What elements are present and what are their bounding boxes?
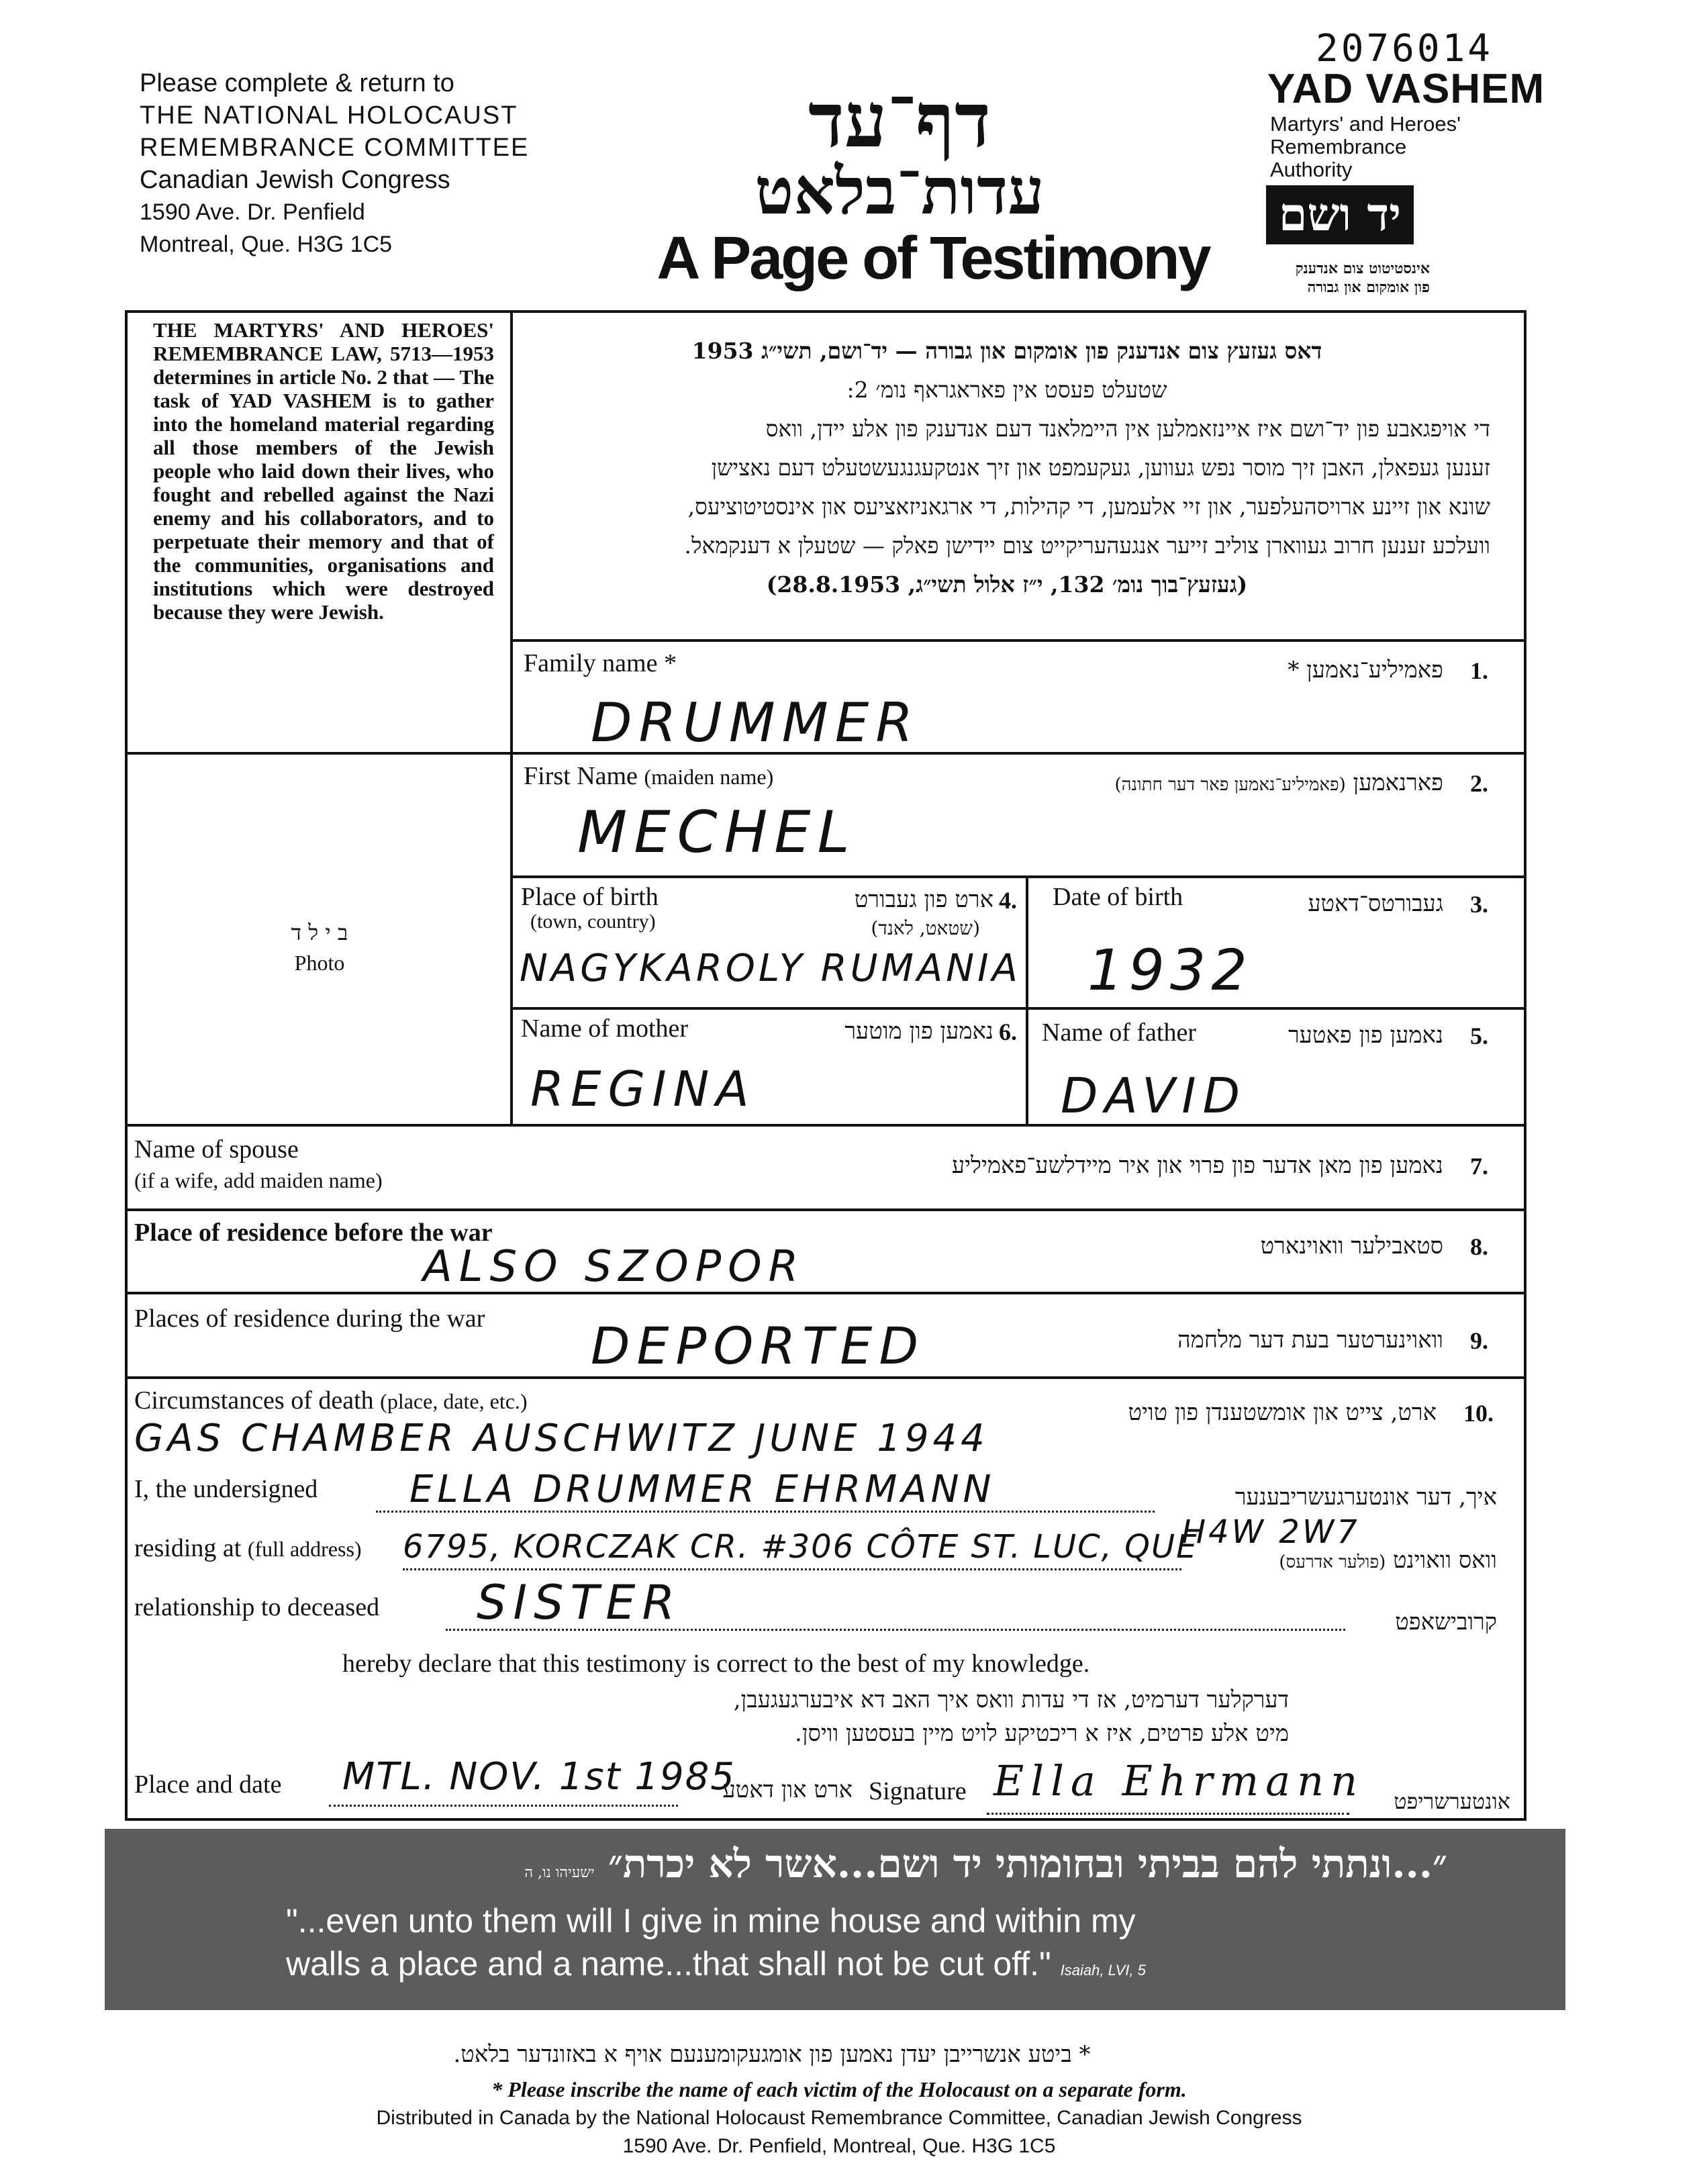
- row-7-bottom: [125, 1208, 1526, 1211]
- return-line-6: Montreal, Que. H3G 1C5: [140, 232, 393, 257]
- residing-label: [134, 1533, 362, 1563]
- residing-heb-note: (פולער אדרעס): [1279, 1552, 1386, 1572]
- date-of-birth-value[interactable]: 1932: [1087, 937, 1253, 1003]
- banner-hebrew-text: ״...ונתתי להם בביתי ובחומותי יד ושם...אשר לא יכרת״: [608, 1841, 1447, 1887]
- org-yiddish-2: פון אומקום און גבורה: [1307, 279, 1430, 296]
- signature-line: [987, 1813, 1349, 1815]
- org-subtitle: [1270, 113, 1461, 181]
- first-name-heb-note: (פאמיליע־נאמען פאר דער חתונה): [1114, 775, 1346, 795]
- org-yiddish: [1255, 259, 1430, 297]
- death-label: [134, 1386, 528, 1415]
- law-text-yiddish: [524, 332, 1490, 604]
- law-yiddish-5: שונא און זיינע ארויסהעלפער, און זיי אלעמען, די קהילות, די ארגאניזאציעס און אינסטיטוציעס,: [687, 493, 1490, 520]
- row-2-bottom: [510, 875, 1526, 878]
- death-number: 10.: [1463, 1400, 1494, 1427]
- death-label-hebrew: ארט, צייט און אומשטענדן פון טויט: [1128, 1399, 1437, 1426]
- father-name-label-hebrew: נאמען פון פאטער: [1288, 1022, 1443, 1049]
- org-sub-2: Remembrance: [1270, 135, 1407, 158]
- org-yiddish-1: אינסטיטוט צום אנדענק: [1295, 260, 1430, 277]
- law-yiddish-3: די אויפגאבע פון יד־ושם איז איינזאמלען אין היימלאנד דעם אנדענק פון אלע יידן, וואס: [765, 416, 1490, 442]
- death-label-note: (place, date, etc.): [380, 1389, 528, 1413]
- residence-before-label-hebrew: סטאבילער וואוינארט: [1260, 1233, 1443, 1260]
- return-line-3: REMEMBRANCE COMMITTEE: [140, 134, 530, 162]
- return-line-5: 1590 Ave. Dr. Penfield: [140, 199, 365, 225]
- title-hebrew-1: דף־עד: [808, 77, 991, 164]
- place-of-birth-label-hebrew: ארט פון געבורט: [854, 886, 993, 913]
- footer-english-note: * Please inscribe the name of each victim of the Holocaust on a separate form.: [491, 2077, 1187, 2101]
- residence-before-number: 8.: [1470, 1233, 1488, 1260]
- spouse-label-note: (if a wife, add maiden name): [134, 1168, 383, 1192]
- law-yiddish-6: וועלכע זענען חרוב געווארן צוליב זייער אנגעהעריקייט צום יידישן פאלק — שטעלן א דענקמאל.: [684, 532, 1490, 559]
- relationship-label-hebrew: קרובישאפט: [1395, 1609, 1497, 1635]
- residing-line: [403, 1568, 1181, 1570]
- photo-label: Photo: [294, 951, 345, 975]
- date-of-birth-number: 3.: [1470, 891, 1488, 918]
- serial-number: 2076014: [1316, 27, 1494, 70]
- signature-label: Signature: [869, 1777, 967, 1805]
- spouse-label-hebrew: נאמען פון מאן אדער פון פרוי און איר מיידלשע־פאמיליע: [951, 1152, 1443, 1179]
- footer-yiddish-note: * ביטע אנשרייבן יעדן נאמען פון אומגעקומענעם אויף א באזונדער בלאט.: [453, 2041, 1091, 2068]
- law-box-bottom: [125, 752, 513, 755]
- first-name-heb-text: פארנאמען: [1353, 769, 1443, 796]
- org-sub-1: Martyrs' and Heroes': [1270, 112, 1461, 136]
- return-line-2: THE NATIONAL HOLOCAUST: [140, 101, 518, 130]
- spouse-label: Name of spouse: [134, 1135, 299, 1164]
- banner-hebrew-ref: ישעיהו נו, ה: [524, 1864, 595, 1881]
- mother-name-label: Name of mother: [521, 1014, 689, 1043]
- relationship-value[interactable]: SISTER: [477, 1575, 682, 1630]
- yad-vashem-logo: יד ושם: [1266, 185, 1414, 244]
- return-instructions: [140, 67, 556, 260]
- signature-label-hebrew: אונטערשריפט: [1394, 1789, 1510, 1814]
- left-column-divider: [510, 310, 513, 1124]
- law-yiddish-7: (געזעץ־בוך נומ׳ 132, י״ז אלול תשי״ג, 28.8.1953): [766, 571, 1248, 598]
- declaration-english: hereby declare that this testimony is correct to the best of my knowledge.: [342, 1650, 1090, 1678]
- banner-english-1: "...even unto them will I give in mine house and within my: [286, 1902, 1136, 1940]
- residence-during-label-hebrew: וואוינערטער בעת דער מלחמה: [1177, 1327, 1443, 1354]
- org-sub-3: Authority: [1270, 158, 1353, 181]
- mother-name-label-hebrew: נאמען פון מוטער: [844, 1018, 993, 1045]
- residence-before-value[interactable]: ALSO SZOPOR: [423, 1242, 806, 1292]
- title-english: A Page of Testimony: [657, 225, 1210, 292]
- family-name-value[interactable]: DRUMMER: [591, 692, 920, 754]
- family-name-label-hebrew: פאמיליע־נאמען *: [1288, 657, 1443, 683]
- undersigned-label: I, the undersigned: [134, 1475, 318, 1503]
- org-name: YAD VASHEM: [1267, 66, 1545, 112]
- relationship-line: [446, 1629, 1345, 1631]
- first-name-value[interactable]: MECHEL: [577, 799, 857, 866]
- yiddish-law-bottom: [510, 639, 1526, 642]
- father-name-label: Name of father: [1042, 1018, 1196, 1047]
- banner-hebrew: [360, 1841, 1447, 1887]
- first-name-label-note: (maiden name): [644, 765, 774, 789]
- death-label-text: Circumstances of death: [134, 1386, 374, 1415]
- place-of-birth-label: Place of birth: [521, 883, 659, 911]
- father-name-number: 5.: [1470, 1023, 1488, 1049]
- place-date-value[interactable]: MTL. NOV. 1st 1985: [342, 1755, 736, 1799]
- date-of-birth-label: Date of birth: [1053, 883, 1183, 911]
- banner-english-2-text: walls a place and a name...that shall not be cut off.": [286, 1945, 1051, 1983]
- quote-banner: [105, 1829, 1565, 2010]
- law-yiddish-1: דאס געזעץ צום אנדענק פון אומקום און גבורה — יד־ושם, תשי״ג 1953: [691, 338, 1322, 364]
- date-of-birth-label-hebrew: געבורטס־דאטע: [1308, 890, 1443, 917]
- footer-address: 1590 Ave. Dr. Penfield, Montreal, Que. H3G 1C5: [622, 2135, 1056, 2157]
- relationship-label: relationship to deceased: [134, 1593, 380, 1621]
- law-yiddish-4: זענען געפאלן, האבן זיך מוסר נפש געווען, געקעמפט און זיך אנטקעגנגעשטעלט דעם נאצישן: [711, 455, 1490, 481]
- residence-during-label: Places of residence during the war: [134, 1304, 485, 1333]
- row-3-divider: [1026, 875, 1028, 1124]
- return-line-1: Please complete & return to: [140, 69, 454, 97]
- declaration-hebrew-2: מיט אלע פרטים, איז א ריכטיקע לויט מיין בעסטען וויסן.: [795, 1720, 1289, 1747]
- signature-value[interactable]: Ella Ehrmann: [993, 1756, 1365, 1805]
- mother-name-value[interactable]: REGINA: [530, 1061, 756, 1117]
- first-name-label: [524, 761, 773, 791]
- residing-label-hebrew: [1181, 1547, 1497, 1574]
- death-value[interactable]: GAS CHAMBER AUSCHWITZ JUNE 1944: [134, 1417, 989, 1460]
- place-date-label: Place and date: [134, 1770, 282, 1799]
- mother-name-number: 6.: [999, 1018, 1017, 1045]
- undersigned-line: [376, 1511, 1155, 1513]
- place-of-birth-note: (town, country): [530, 910, 656, 933]
- banner-english-ref: Isaiah, LVI, 5: [1060, 1962, 1146, 1979]
- declaration-hebrew-1: דערקלער דערמיט, אז די עדות וואס איך האב דא איבערגעגעבן,: [733, 1687, 1289, 1713]
- place-of-birth-value[interactable]: NAGYKAROLY RUMANIA: [520, 947, 1021, 990]
- place-of-birth-note-hebrew: (שטאט, לאנד): [871, 917, 980, 939]
- first-name-label-hebrew: [973, 769, 1443, 796]
- residing-heb-text: וואס וואוינט: [1393, 1547, 1497, 1574]
- residing-label-text: residing at: [134, 1534, 242, 1562]
- undersigned-value[interactable]: ELLA DRUMMER EHRMANN: [409, 1468, 996, 1511]
- residing-label-note: (full address): [247, 1537, 362, 1561]
- father-name-value[interactable]: DAVID: [1061, 1067, 1247, 1124]
- row-9-bottom: [125, 1376, 1526, 1379]
- row-3-bottom: [510, 1007, 1526, 1010]
- row-8-bottom: [125, 1292, 1526, 1294]
- first-name-label-text: First Name: [524, 762, 638, 790]
- first-name-number: 2.: [1470, 770, 1488, 797]
- address-value[interactable]: 6795, KORCZAK CR. #306 CÔTE ST. LUC, QUE: [403, 1528, 1198, 1566]
- place-of-birth-number: 4.: [999, 887, 1017, 914]
- row-4-bottom: [125, 1124, 1526, 1127]
- spouse-number: 7.: [1470, 1153, 1488, 1180]
- residence-before-label: Place of residence before the war: [134, 1219, 493, 1247]
- photo-label-hebrew: ב י ל ד: [291, 920, 348, 945]
- residence-during-value[interactable]: DEPORTED: [591, 1316, 925, 1376]
- footer-distributed: Distributed in Canada by the National Holocaust Remembrance Committee, Canadian Jewish Congress: [376, 2107, 1302, 2129]
- residence-during-number: 9.: [1470, 1327, 1488, 1354]
- postal-code-value[interactable]: H4W 2W7: [1181, 1513, 1360, 1551]
- undersigned-label-hebrew: איך, דער אונטערגעשריבענער: [1234, 1484, 1497, 1511]
- family-name-label: Family name *: [524, 649, 677, 677]
- place-date-label-hebrew: ארט און דאטע: [722, 1776, 853, 1803]
- return-line-4: Canadian Jewish Congress: [140, 166, 450, 194]
- family-name-number: 1.: [1470, 657, 1488, 684]
- banner-english-2: [286, 1944, 1146, 1983]
- title-hebrew-2: עדות־בלאט: [755, 153, 1045, 229]
- place-date-line: [329, 1805, 678, 1807]
- law-text-english: THE MARTYRS' AND HEROES' REMEMBRANCE LAW, 5713—1953 determines in article No. 2 that — The task of YAD VASHEM is to gather into the homeland material regarding all those members of the Jewish people who laid down their lives, who fought and rebelled against the Nazi enemy and his collaborators, and to perpetuate their memory and that of the communities, organisations and institutions which were destroyed because they were Jewish.: [153, 318, 494, 624]
- law-yiddish-2: שטעלט פעסט אין פאראגראף נומ׳ 2:: [846, 377, 1167, 403]
